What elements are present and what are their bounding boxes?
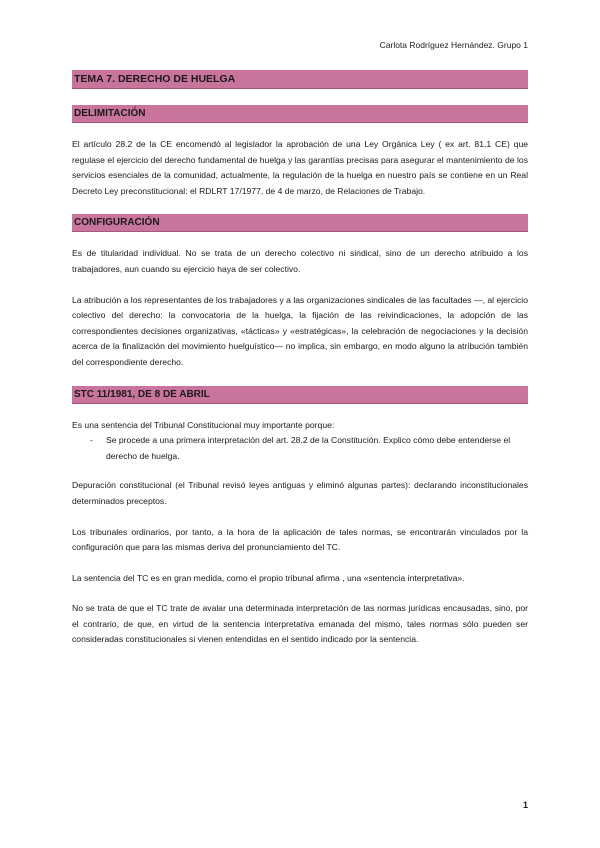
paragraph: Es de titularidad individual. No se trata de un derecho colectivo ni sindical, sino de un derecho atribuido a los trabajadores, aun cuando su ejercicio haya de ser colectivo. bbox=[72, 248, 528, 274]
paragraph: No se trata de que el TC trate de avalar una determinada interpretación de las normas jurídicas encausadas, sino, por el contrario, de que, en virtud de la sentencia interpretativa emanada del mismo, tales normas sólo pueden ser consideradas constitucionales si vienen entendidas en el sentido indicado por la sentencia. bbox=[72, 603, 528, 645]
section-heading-stc: STC 11/1981, DE 8 DE ABRIL bbox=[72, 386, 528, 404]
document-title: TEMA 7. DERECHO DE HUELGA bbox=[72, 70, 528, 89]
document-body bbox=[72, 70, 528, 663]
list-item bbox=[72, 433, 528, 464]
dash-bullet-icon: - bbox=[90, 435, 93, 446]
list-item-text: Se procede a una primera interpretación del art. 28.2 de la Constitución. Explico cómo debe entenderse el derecho de huelga. bbox=[106, 435, 511, 461]
section-heading-delimitacion: DELIMITACIÓN bbox=[72, 105, 528, 123]
paragraph: La atribución a los representantes de los trabajadores y a las organizaciones sindicales de las facultades —, al ejercicio colectivo del derecho: la convocatoria de la huelga, la fijación de las reivindicaciones, la adopción de las correspondientes decisiones organizativas, «tácticas» y «estratégicas», la celebración de negociaciones y la decisión acerca de la finalización del movimiento huelguístico— no implica, sin embargo, en modo alguno la atribución también del correspondiente derecho. bbox=[72, 294, 528, 367]
paragraph-intro: Es una sentencia del Tribunal Constitucional muy importante porque: bbox=[72, 419, 335, 430]
paragraph: Depuración constitucional (el Tribunal revisó leyes antiguas y eliminó algunas partes): declarando inconstitucionales determinados preceptos. bbox=[72, 480, 528, 506]
paragraph: El artículo 28.2 de la CE encomendó al legislador la aprobación de una Ley Orgánica Ley ( ex art. 81.1 CE) que regulase el ejercicio del derecho fundamental de huelga y las garantías precisas para asegurar el mantenimiento de los servicios esenciales de la comunidad, actualmente, la regulación de la huelga en nuestro país se contiene en un Real Decreto Ley preconstitucional: el RDLRT 17/1977, de 4 de marzo, de Relaciones de Trabajo. bbox=[72, 139, 528, 196]
page-header: Carlota Rodríguez Hernández. Grupo 1 bbox=[379, 40, 528, 50]
paragraph: Los tribunales ordinarios, por tanto, a la hora de la aplicación de tales normas, se encontrarán vinculados por la configuración que para las mismas deriva del pronunciamiento del TC. bbox=[72, 526, 528, 553]
bullet-list bbox=[72, 433, 528, 464]
paragraph: La sentencia del TC es en gran medida, como el propio tribunal afirma , una «sentencia interpretativa». bbox=[72, 572, 465, 583]
section-heading-configuracion: CONFIGURACIÓN bbox=[72, 214, 528, 232]
page-number: 1 bbox=[522, 800, 528, 810]
